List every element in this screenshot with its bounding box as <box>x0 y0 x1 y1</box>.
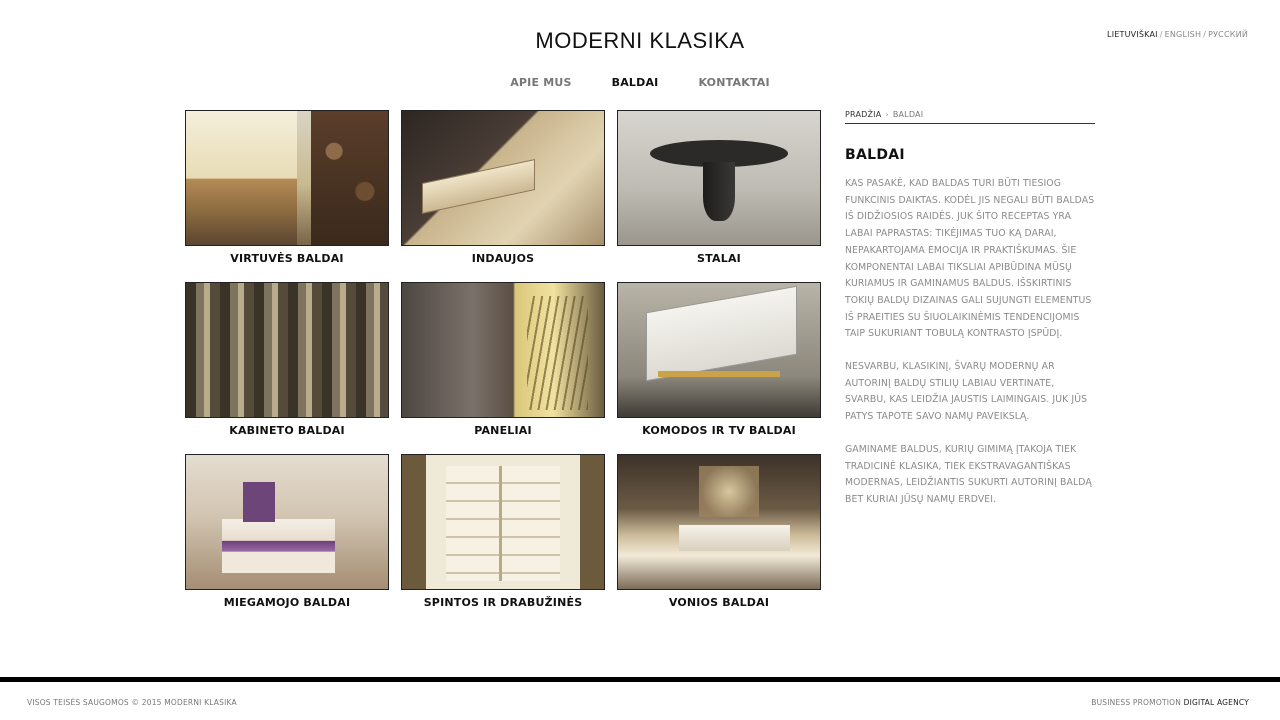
category-image[interactable] <box>185 454 389 590</box>
chevron-right-icon: › <box>885 110 889 119</box>
category-image[interactable] <box>401 454 605 590</box>
category-image[interactable] <box>401 110 605 246</box>
category-label[interactable]: KOMODOS IR TV BALDAI <box>642 424 796 437</box>
lang-en[interactable]: ENGLISH <box>1164 30 1202 39</box>
footer-credit <box>1091 698 1249 707</box>
footer-copyright: VISOS TEISĖS SAUGOMOS © 2015 MODERNI KLASIKA <box>27 698 237 707</box>
lang-ru[interactable]: РУССКИЙ <box>1208 30 1248 39</box>
sidebar <box>845 110 1095 509</box>
category-image[interactable] <box>617 110 821 246</box>
description-paragraph: GAMINAME BALDUS, KURIŲ GIMIMĄ ĮTAKOJA TIEK TRADICINĖ KLASIKA, TIEK EKSTRAVAGANTIŠKAS MODERNAS, LEIDŽIANTIS SUKURTI AUTORINĮ BALDĄ BET KURIAI JŪSŲ NAMŲ ERDVEI. <box>845 443 1092 505</box>
category-label[interactable]: INDAUJOS <box>471 252 535 265</box>
lang-lt[interactable]: LIETUVIŠKAI <box>1107 30 1158 39</box>
category-label[interactable]: SPINTOS IR DRABUŽINĖS <box>423 596 583 609</box>
category-tile-komodos-ir-tv-baldai[interactable] <box>617 282 821 454</box>
description-paragraph: KAS PASAKĖ, KAD BALDAS TURI BŪTI TIESIOG FUNKCINIS DAIKTAS. KODĖL JIS NEGALI BŪTI BALDAS IŠ DIDŽIOSIOS RAIDĖS. JUK ŠITO RECEPTAS YRA LABAI PAPRASTAS: TIKĖJIMAS TUO KĄ DARAI, NEPAKARTOJAMA EMOCIJA IR PRAKTIŠKUMAS. ŠIE KOMPONENTAI LABAI TIKSLIAI APIBŪDINA MŪSŲ KURIAMUS IR GAMINAMUS BALDUS. IŠSKIRTINIS TOKIŲ BALDŲ DIZAINAS GALI SUJUNGTI ELEMENTUS IŠ PRAEITIES SU ŠIUOLAIKINĖMIS TENDENCIJOMIS TAIP SUKURIANT TOBULĄ KONTRASTO ĮSPŪDĮ. <box>845 178 1095 340</box>
lang-separator: / <box>1203 30 1207 39</box>
category-image[interactable] <box>617 454 821 590</box>
page-title: BALDAI <box>845 147 905 163</box>
nav-apie-mus[interactable]: APIE MUS <box>510 76 572 89</box>
category-grid <box>185 110 822 626</box>
category-label[interactable]: KABINETO BALDAI <box>229 424 345 437</box>
category-label[interactable]: STALAI <box>697 252 741 265</box>
footer-credit-prefix: BUSINESS PROMOTION <box>1091 698 1182 707</box>
category-image[interactable] <box>185 282 389 418</box>
breadcrumb <box>845 110 1095 124</box>
category-label[interactable]: VIRTUVĖS BALDAI <box>230 252 344 265</box>
breadcrumb-home[interactable]: PRADŽIA <box>845 110 882 119</box>
category-tile-indaujos[interactable] <box>401 110 605 282</box>
language-switcher <box>1107 30 1248 39</box>
category-label[interactable]: MIEGAMOJO BALDAI <box>223 596 351 609</box>
category-tile-virtuves-baldai[interactable] <box>185 110 389 282</box>
category-tile-paneliai[interactable] <box>401 282 605 454</box>
lang-separator: / <box>1159 30 1163 39</box>
nav-baldai[interactable]: BALDAI <box>611 76 659 89</box>
description-paragraph: NESVARBU, KLASIKINĮ, ŠVARŲ MODERNŲ AR AUTORINĮ BALDŲ STILIŲ LABIAU VERTINATE, SVARBU, KAS LEIDŽIA JAUSTIS LAIMINGAIS. JUK JŪS PATYS TAPOTE SAVO NAMŲ PAVEIKSLĄ. <box>845 361 1088 423</box>
category-image[interactable] <box>401 282 605 418</box>
site-logo[interactable]: MODERNI KLASIKA <box>535 28 745 53</box>
category-tile-kabineto-baldai[interactable] <box>185 282 389 454</box>
category-tile-stalai[interactable] <box>617 110 821 282</box>
breadcrumb-current: BALDAI <box>892 110 924 119</box>
category-tile-miegamojo-baldai[interactable] <box>185 454 389 626</box>
category-label[interactable]: VONIOS BALDAI <box>668 596 770 609</box>
category-image[interactable] <box>185 110 389 246</box>
main-nav <box>0 76 1280 89</box>
category-tile-vonios-baldai[interactable] <box>617 454 821 626</box>
category-label[interactable]: PANELIAI <box>474 424 532 437</box>
category-image[interactable] <box>617 282 821 418</box>
footer-agency-link[interactable]: DIGITAL AGENCY <box>1183 698 1249 707</box>
category-tile-spintos-ir-drabuzines[interactable] <box>401 454 605 626</box>
footer-divider <box>0 677 1280 682</box>
nav-kontaktai[interactable]: KONTAKTAI <box>698 76 770 89</box>
